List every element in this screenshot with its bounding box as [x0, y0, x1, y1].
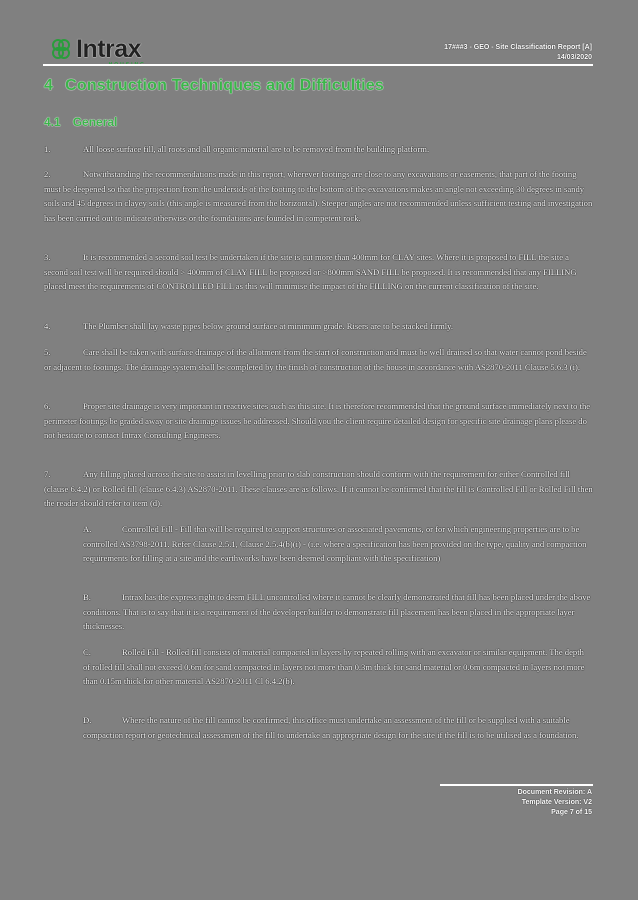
list-item-5: 5. Care shall be taken with surface drainage of the allotment from the start of construction and must be well drained so that water cannot pond beside or adjacent to footings. The drainage system shall be completed by the finish of construction of the house in accordance with AS2870-2011 Clause 5.6.3 (i).: [44, 347, 587, 372]
company-logo: [50, 34, 141, 64]
sub-item-b: B. Intrax has the express right to deem FILL uncontrolled where it cannot be clearly demonstrated that fill has been placed under the above conditions. That is to say that it is a requirement of the developer/builder to demonstrate fill placement has been placed in the appropriate layer thicknesses.: [83, 592, 591, 632]
document-header-info: [444, 43, 592, 63]
list-item-4: 4. The Plumber shall lay waste pipes below ground surface at minimum grade. Risers are to be stacked firmly.: [44, 321, 454, 331]
list-item-2: 2. Notwithstanding the recommendations made in this report, wherever footings are close to any excavations or easements, that part of the footing must be deepened so that the projection from the underside of the footing to the bottom of the excavations makes an angle not exceeding 30 degrees in sandy soils and 45 degrees in clayey soils (this angle is measured from the horizontal). Steeper angles are not recommended unless sufficient testing and investigation has been carried out to indicate otherwise or the foundations are founded in competent rock.: [44, 169, 593, 223]
list-item-7: 7. Any filling placed across the site to assist in levelling prior to slab construction should conform with the requirement for either Controlled fill (clause 6.4.2) or Rolled fill (clause 6.4.3) AS2870-2011. These clauses are as follows. If it cannot be confirmed that the fill is Controlled Fill or Rolled Fill then the reader should refer to item (d).: [44, 469, 593, 509]
footer-divider: [440, 784, 593, 786]
section-heading: 4 Construction Techniques and Difficulties: [44, 77, 384, 94]
header-divider: [43, 64, 593, 66]
document-reference: 17###3 - GEO - Site Classification Report [A]: [444, 44, 592, 51]
template-version: Template Version: V2: [521, 799, 592, 806]
logo-text: Intrax: [76, 34, 142, 63]
list-item-1: 1. All loose surface fill, all roots and all organic material are to be removed from the building platform.: [44, 144, 430, 154]
document-date: 14/03/2020: [556, 54, 592, 61]
sub-item-a: A. Controlled Fill - Fill that will be required to support structures or associated pavements, or for which engineering properties are to be controlled AS3798-2011. Refer Clause 2.5.1, Clause 2.5.4(b)(i) - (i.e. where a specification has been provided on the type, quality and compaction requirements for filling at a site and the earthworks have been deemed compliant with the specification): [83, 524, 587, 564]
intrax-logo-icon: [50, 38, 72, 60]
sub-item-c: C. Rolled Fill - Rolled fill consists of material compacted in layers by repeated rolling with an excavator or similar equipment. The depth of rolled fill shall not exceed 0.6m for sand compacted in layers not more than 0.3m thick for sand material or 0.6m compacted in layers not more than 0.15m thick for other material AS2870-2011 Cl 6.4.2(b).: [83, 647, 585, 687]
list-item-6: 6. Proper site drainage is very important in reactive sites such as this site. It is therefore recommended that the ground surface immediately next to the perimeter footings be graded away or site drainage issues be addressed. Should you the client require detailed design for specific site drainage plans please do not hesitate to contact Intrax Consulting Engineers.: [44, 401, 591, 441]
page-number: Page 7 of 15: [551, 809, 592, 816]
subsection-heading: 4.1 General: [44, 115, 118, 129]
list-item-3: 3. It is recommended a second soil test be undertaken if the site is cut more than 400mm for CLAY sites. Where it is proposed to FILL the site a second soil test will be required should > 400mm of CLAY FILL be proposed or >800mm SAND FILL be proposed. It is recommended that any FILLING placed meet the requirements of CONTROLLED FILL as this will minimise the impact of the FILLING on the current classification of the site.: [44, 252, 577, 292]
document-footer: [518, 788, 592, 818]
sub-item-d: D. Where the nature of the fill cannot be confirmed, this office must undertake an assessment of the fill or be supplied with a suitable compaction report or geotechnical assessment of the fill to undertake an appropriate design for the site if the fill is to be utilised as a foundation.: [83, 715, 579, 740]
document-revision: Document Revision: A: [517, 789, 592, 796]
